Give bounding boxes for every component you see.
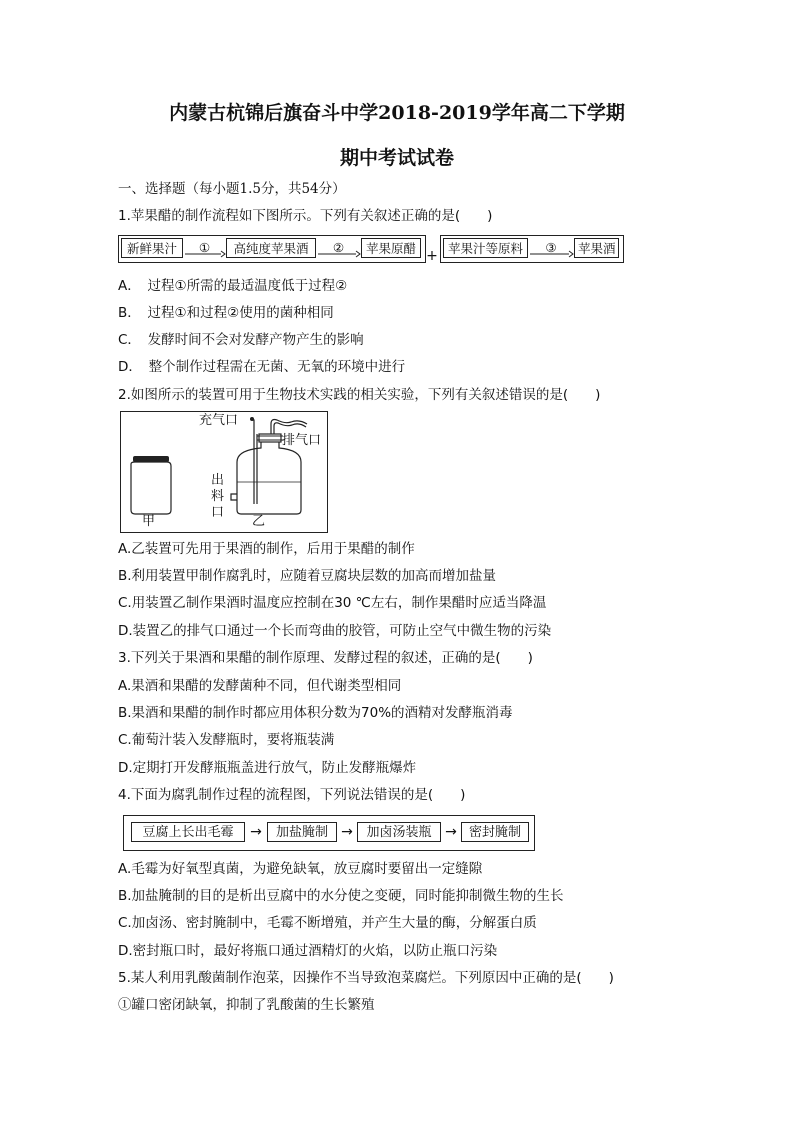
label-outlet: 排气口 [282,433,322,448]
question-1-stem: 1.苹果醋的制作流程如下图所示。下列有关叙述正确的是( ) [118,208,493,224]
q4-flow-arrow-3: → [445,824,457,840]
q1-flow-step-2-label: ② [332,240,345,255]
q5-item-1: ①罐口密闭缺氧，抑制了乳酸菌的生长繁殖 [118,997,375,1013]
q1-option-b: B． 过程①和过程②使用的菌种相同 [118,305,334,321]
q4-flow-box-mold-growth: 豆腐上长出毛霉 [131,822,245,842]
q1-flow-box-high-purity-wine: 高纯度苹果酒 [226,238,316,258]
q2-apparatus-figure [120,411,328,533]
question-2-stem: 2.如图所示的装置可用于生物技术实践的相关实验，下列有关叙述错误的是( ) [118,387,601,403]
title-line-2: 期中考试试卷 [339,147,454,169]
bottle-yi-body [237,442,301,514]
q4-option-b: B.加盐腌制的目的是析出豆腐中的水分使之变硬，同时能抑制微生物的生长 [118,888,564,904]
q1-flow-arrow-1 [183,238,226,258]
q1-option-c: C． 发酵时间不会对发酵产物产生的影响 [118,332,364,348]
bottle-yi-stopper [259,434,281,442]
question-3-stem: 3.下列关于果酒和果醋的制作原理、发酵过程的叙述，正确的是( ) [118,650,533,666]
title-line-1: 内蒙古杭锦后旗奋斗中学2018-2019学年高二下学期 [169,102,625,124]
q1-option-a: A． 过程①所需的最适温度低于过程② [118,278,348,294]
question-5-stem: 5.某人利用乳酸菌制作泡菜，因操作不当导致泡菜腐烂。下列原因中正确的是( ) [118,970,614,986]
label-discharge-3: 口 [211,505,225,520]
q2-option-a: A.乙装置可先用于果酒的制作，后用于果醋的制作 [118,541,415,557]
q1-flow-arrow-3 [528,238,574,258]
side-outlet [231,494,237,500]
q2-option-d: D.装置乙的排气口通过一个长而弯曲的胶管，可防止空气中微生物的污染 [118,623,552,639]
label-inlet: 充气口 [199,413,239,428]
q2-option-b: B.利用装置甲制作腐乳时，应随着豆腐块层数的加高而增加盐量 [118,568,497,584]
label-discharge-1: 出 [211,473,225,488]
q1-flow-plus: + [426,248,438,264]
q4-flow-arrow-1: → [250,824,262,840]
q2-option-c: C.用装置乙制作果酒时温度应控制在30 ℃左右，制作果醋时应适当降温 [118,595,547,611]
q3-option-a: A.果酒和果醋的发酵菌种不同，但代谢类型相同 [118,678,402,694]
label-discharge-2: 料 [211,489,225,504]
q4-flow-box-sealed-curing: 密封腌制 [461,822,529,842]
label-bottle-yi: 乙 [252,514,266,529]
q1-flow-step-1-label: ① [198,240,211,255]
q1-option-d: D． 整个制作过程需在无菌、无氧的环境中进行 [118,359,406,375]
q4-flow-arrow-2: → [341,824,353,840]
q4-flow-box-brine-bottling: 加卤汤装瓶 [357,822,441,842]
label-jar-jia: 甲 [142,514,156,529]
q3-option-b: B.果酒和果醋的制作时都应用体积分数为70%的酒精对发酵瓶消毒 [118,705,513,721]
q3-option-d: D.定期打开发酵瓶瓶盖进行放气，防止发酵瓶爆炸 [118,760,417,776]
jar-jia-lid [133,456,169,462]
q4-option-a: A.毛霉为好氧型真菌，为避免缺氧，放豆腐时要留出一定缝隙 [118,861,483,877]
q1-flow-box-apple-wine: 苹果酒 [574,238,619,258]
q1-flow-box-apple-juice-materials: 苹果汁等原料 [443,238,528,258]
q1-flow-box-raw-vinegar: 苹果原醋 [361,238,421,258]
section-heading: 一、选择题（每小题1.5分，共54分） [118,181,346,197]
question-4-stem: 4.下面为腐乳制作过程的流程图，下列说法错误的是( ) [118,787,466,803]
q3-option-c: C.葡萄汁装入发酵瓶时，要将瓶装满 [118,732,335,748]
jar-jia-body [131,462,171,514]
q4-option-d: D.密封瓶口时，最好将瓶口通过酒精灯的火焰，以防止瓶口污染 [118,943,498,959]
q4-flow-box-salting: 加盐腌制 [267,822,337,842]
q1-flow-arrow-2 [316,238,361,258]
q4-option-c: C.加卤汤、密封腌制中，毛霉不断增殖，并产生大量的酶，分解蛋白质 [118,915,537,931]
q1-flow-box-fresh-juice: 新鲜果汁 [121,238,183,258]
q1-flow-step-3-label: ③ [545,240,557,255]
